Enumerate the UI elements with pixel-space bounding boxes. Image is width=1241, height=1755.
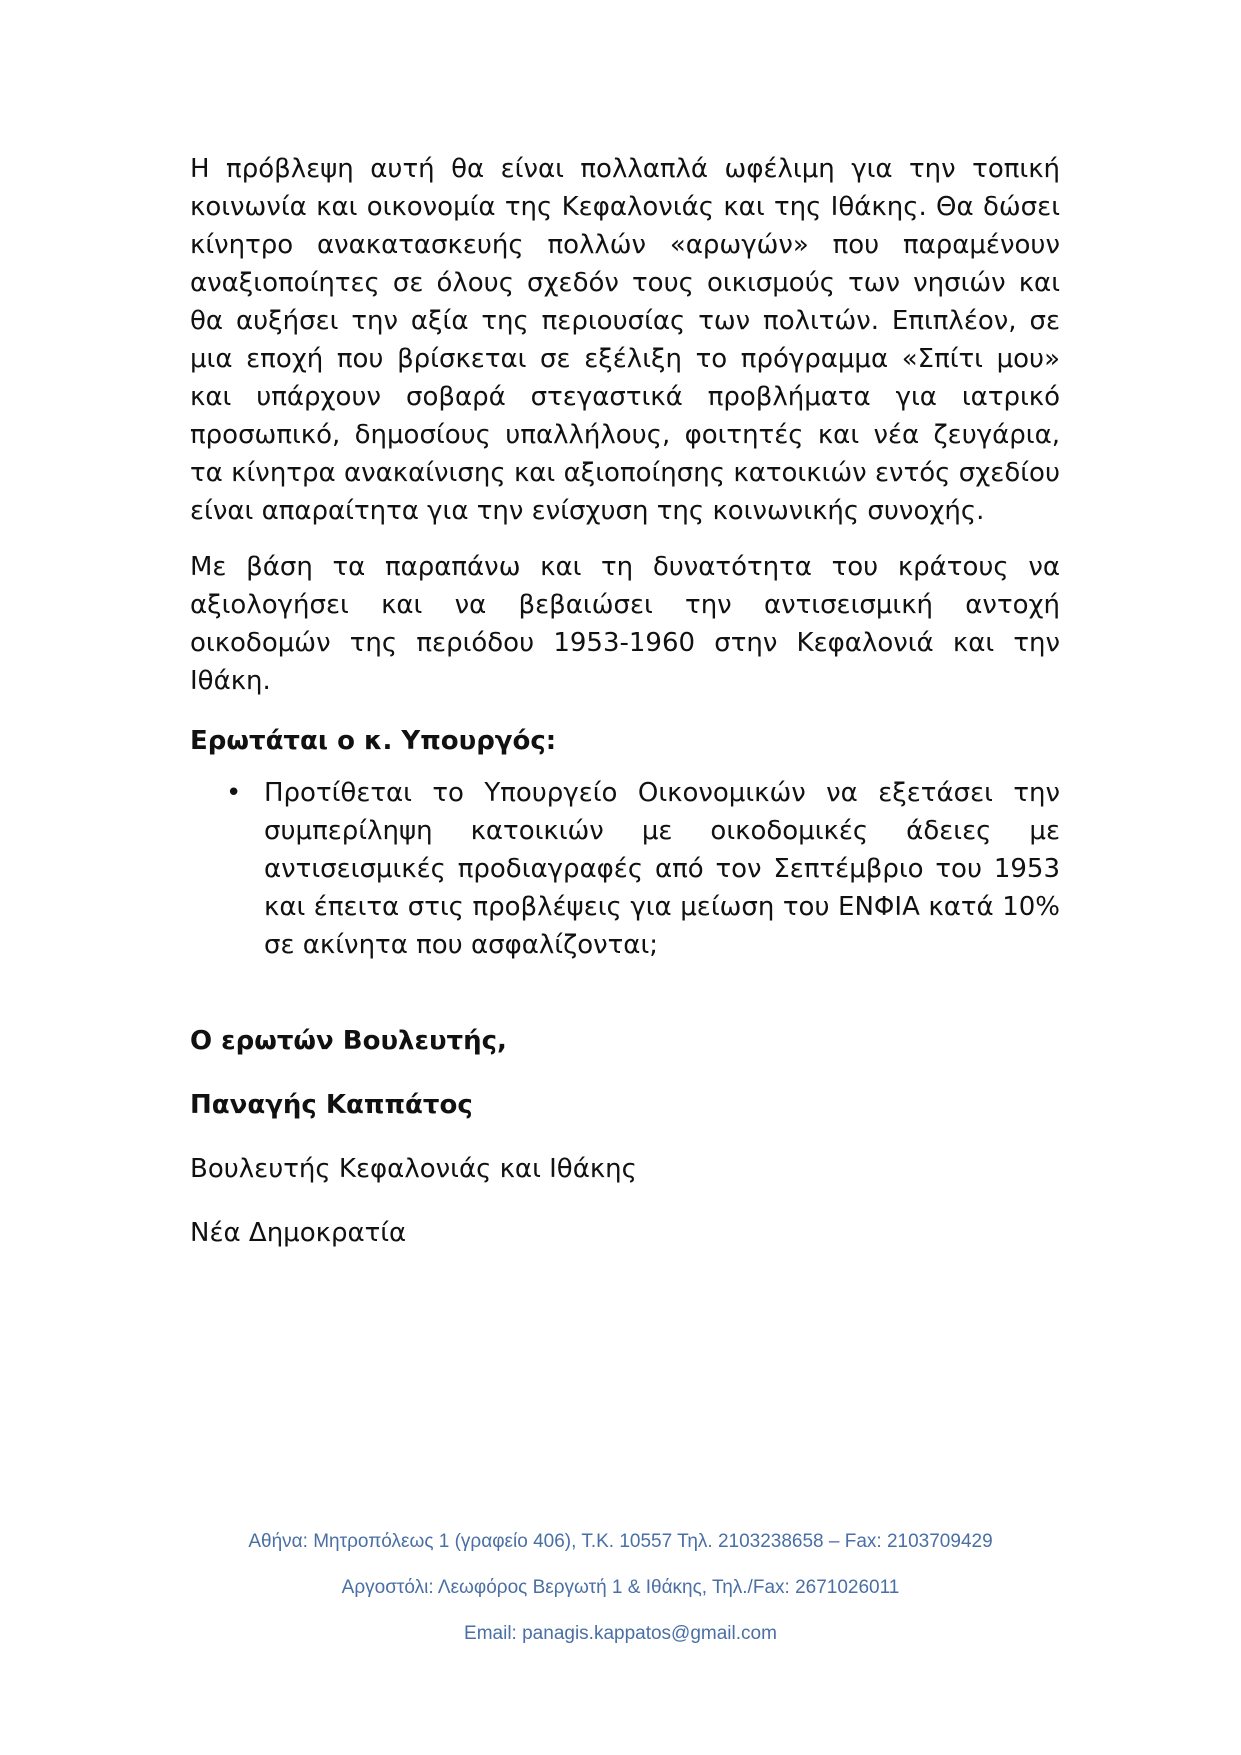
footer xyxy=(0,1530,1241,1668)
signature-name: Παναγής Καππάτος xyxy=(190,1090,473,1120)
document-body xyxy=(190,150,1060,964)
question-list xyxy=(190,774,1060,964)
signature-block xyxy=(190,1022,1060,1278)
body-paragraph-2: Με βάση τα παραπάνω και τη δυνατότητα του κράτους να αξιολογήσει και να βεβαιώσει την αντισεισμική αντοχή οικοδομών της περιόδου 1953-1960 στην Κεφαλονιά και την Ιθάκη. xyxy=(190,552,1060,696)
footer-email: Email: panagis.kappatos@gmail.com xyxy=(464,1623,777,1644)
footer-argostoli-address: Αργοστόλι: Λεωφόρος Βεργωτή 1 & Ιθάκης, Τηλ./Fax: 2671026011 xyxy=(341,1577,900,1598)
signature-title: Βουλευτής Κεφαλονιάς και Ιθάκης xyxy=(190,1154,637,1184)
signature-role: Ο ερωτών Βουλευτής, xyxy=(190,1026,507,1056)
question-text: Προτίθεται το Υπουργείο Οικονομικών να εξετάσει την συμπερίληψη κατοικιών με οικοδομικές άδειες με αντισεισμικές προδιαγραφές από τον Σεπτέμβριο του 1953 και έπειτα στις προβλέψεις για μείωση του ΕΝΦΙΑ κατά 10% σε ακίνητα που ασφαλίζονται; xyxy=(264,778,1060,960)
signature-party: Νέα Δημοκρατία xyxy=(190,1218,407,1248)
footer-athens-address: Αθήνα: Μητροπόλεως 1 (γραφείο 406), Τ.Κ. 10557 Τηλ. 2103238658 – Fax: 2103709429 xyxy=(248,1531,993,1552)
question-item xyxy=(190,774,1060,964)
question-heading: Ερωτάται ο κ. Υπουργός: xyxy=(190,726,557,756)
bullet-icon: • xyxy=(226,778,242,808)
body-paragraph-1: Η πρόβλεψη αυτή θα είναι πολλαπλά ωφέλιμη για την τοπική κοινωνία και οικονομία της Κεφαλονιάς και της Ιθάκης. Θα δώσει κίνητρο ανακατασκευής πολλών «αρωγών» που παραμένουν αναξιοποίητες σε όλους σχεδόν τους οικισμούς των νησιών και θα αυξήσει την αξία της περιουσίας των πολιτών. Επιπλέον, σε μια εποχή που βρίσκεται σε εξέλιξη το πρόγραμμα «Σπίτι μου» και υπάρχουν σοβαρά στεγαστικά προβλήματα για ιατρικό προσωπικό, δημοσίους υπαλλήλους, φοιτητές και νέα ζευγάρια, τα κίνητρα ανακαίνισης και αξιοποίησης κατοικιών εντός σχεδίου είναι απαραίτητα για την ενίσχυση της κοινωνικής συνοχής. xyxy=(190,154,1060,526)
